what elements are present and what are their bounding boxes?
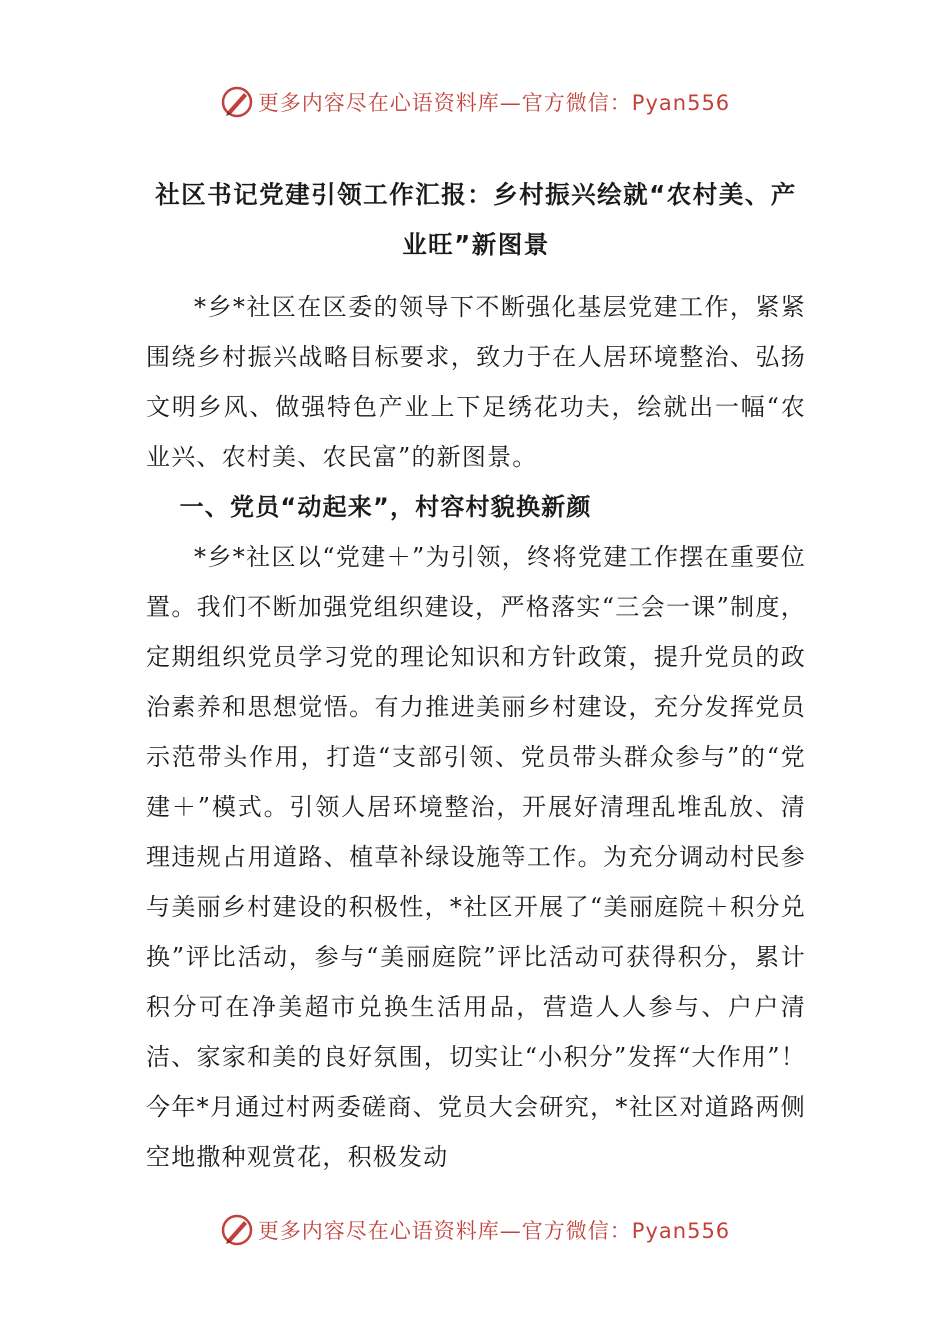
- section-1-paragraph: *乡*社区以“党建＋”为引领，终将党建工作摆在重要位置。我们不断加强党组织建设，严格落实“三会一课”制度，定期组织党员学习党的理论知识和方针政策，提升党员的政治素养和思想觉悟。有力推进美丽乡村建设，充分发挥党员示范带头作用，打造“支部引领、党员带头群众参与”的“党建＋”模式。引领人居环境整治，开展好清理乱堆乱放、清理违规占用道路、植草补绿设施等工作。为充分调动村民参与美丽乡村建设的积极性，*社区开展了“美丽庭院＋积分兑换”评比活动，参与“美丽庭院”评比活动可获得积分，累计积分可在净美超市兑换生活用品，营造人人参与、户户清洁、家家和美的良好氛围，切实让“小积分”发挥“大作用”！今年*月通过村两委磋商、党员大会研究，*社区对道路两侧空地撒种观赏花，积极发动: [146, 543, 806, 1171]
- document-title: 社区书记党建引领工作汇报：乡村振兴绘就“农村美、产业旺”新图景: [155, 180, 797, 259]
- intro-paragraph: *乡*社区在区委的领导下不断强化基层党建工作，紧紧围绕乡村振兴战略目标要求，致力于在人居环境整治、弘扬文明乡风、做强特色产业上下足绣花功夫，绘就出一幅“农业兴、农村美、农民富”的新图景。: [146, 293, 806, 471]
- watermark-banner-top: [0, 80, 950, 124]
- document-body: [146, 282, 806, 1182]
- watermark-text: 更多内容尽在心语资料库—官方微信：Pyan556: [257, 91, 731, 115]
- watermark-text: 更多内容尽在心语资料库—官方微信：Pyan556: [257, 1219, 731, 1243]
- section-1-heading: 一、党员“动起来”，村容村貌换新颜: [179, 493, 592, 521]
- pen-logo-icon: [220, 85, 254, 119]
- watermark-banner-bottom: [0, 1208, 950, 1252]
- pen-logo-icon: [220, 1213, 254, 1247]
